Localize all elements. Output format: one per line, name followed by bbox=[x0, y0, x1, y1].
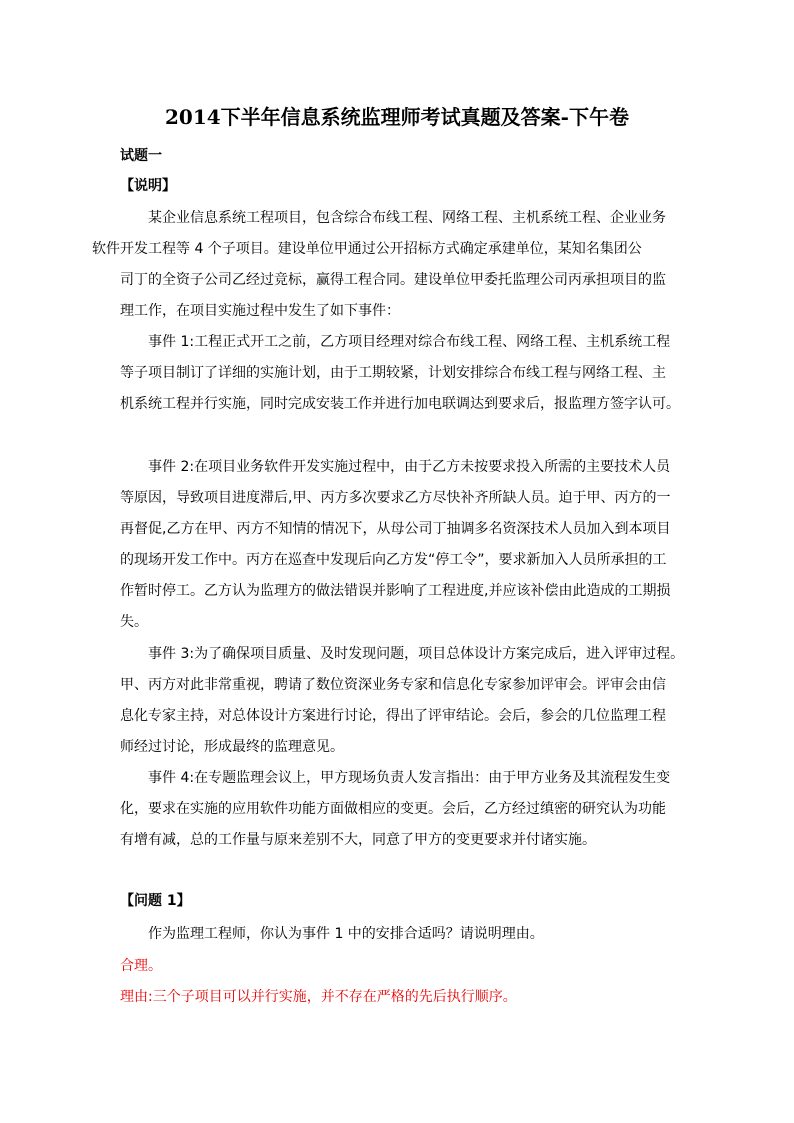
event3-line: 息化专家主持，对总体设计方案进行讨论，得出了评审结论。会后，参会的几位监理工程 bbox=[120, 708, 666, 724]
event2-line: 事件 2:在项目业务软件开发实施过程中，由于乙方未按要求投入所需的主要技术人员 bbox=[148, 459, 671, 475]
event3-paragraph bbox=[120, 639, 685, 763]
question1-text: 作为监理工程师，你认为事件 1 中的安排合适吗？请说明理由。 bbox=[148, 926, 544, 942]
event4-line: 有增有减，总的工作量与原来差别不大，同意了甲方的变更要求并付诸实施。 bbox=[120, 832, 596, 848]
event4-paragraph bbox=[120, 763, 680, 856]
event2-paragraph bbox=[120, 452, 680, 638]
answer1-verdict: 合理。 bbox=[120, 958, 162, 974]
event2-line: 失。 bbox=[120, 614, 148, 630]
event1-paragraph bbox=[120, 327, 680, 420]
description-label: 【说明】 bbox=[120, 178, 176, 194]
intro-line: 司丁的全资子公司乙经过竞标，赢得工程合同。建设单位甲委托监理公司丙承担项目的监 bbox=[120, 272, 666, 288]
intro-paragraph bbox=[92, 203, 680, 327]
event2-line: 作暂时停工。乙方认为监理方的做法错误并影响了工程进度,并应该补偿由此造成的工期损 bbox=[120, 583, 671, 599]
event1-line: 等子项目制订了详细的实施计划，由于工期较紧，计划安排综合布线工程与网络工程、主 bbox=[120, 365, 666, 381]
event2-line: 的现场开发工作中。丙方在巡查中发现后向乙方发“停工令”，要求新加入人员所承担的工 bbox=[120, 552, 667, 568]
section-label: 试题一 bbox=[120, 148, 162, 164]
event3-line: 甲、丙方对此非常重视，聘请了数位资深业务专家和信息化专家参加评审会。评审会由信 bbox=[120, 677, 666, 693]
event2-line: 再督促,乙方在甲、丙方不知情的情况下，从母公司丁抽调多名资深技术人员加入到本项目 bbox=[120, 521, 671, 537]
event2-line: 等原因，导致项目进度滞后,甲、丙方多次要求乙方尽快补齐所缺人员。迫于甲、丙方的一 bbox=[120, 490, 671, 506]
event4-line: 事件 4:在专题监理会议上，甲方现场负责人发言指出：由于甲方业务及其流程发生变 bbox=[148, 770, 671, 786]
event1-line: 事件 1:工程正式开工之前，乙方项目经理对综合布线工程、网络工程、主机系统工程 bbox=[148, 334, 671, 350]
event4-line: 化，要求在实施的应用软件功能方面做相应的变更。会后，乙方经过缜密的研究认为功能 bbox=[120, 801, 666, 817]
intro-line: 某企业信息系统工程项目，包含综合布线工程、网络工程、主机系统工程、企业业务 bbox=[148, 210, 666, 226]
answer1-reason: 理由:三个子项目可以并行实施，并不存在严格的先后执行顺序。 bbox=[120, 989, 517, 1005]
intro-line: 软件开发工程等 4 个子项目。建设单位甲通过公开招标方式确定承建单位，某知名集团公 bbox=[92, 241, 642, 257]
question1-label: 【问题 1】 bbox=[120, 893, 191, 909]
intro-line: 理工作，在项目实施过程中发生了如下事件： bbox=[120, 303, 400, 319]
event3-line: 师经过讨论，形成最终的监理意见。 bbox=[120, 739, 344, 755]
document-title: 2014下半年信息系统监理师考试真题及答案-下午卷 bbox=[165, 105, 629, 129]
event1-line: 机系统工程并行实施，同时完成安装工作并进行加电联调达到要求后，报监理方签字认可。 bbox=[120, 396, 680, 412]
event3-line: 事件 3:为了确保项目质量、及时发现问题，项目总体设计方案完成后，进入评审过程。 bbox=[148, 646, 685, 662]
